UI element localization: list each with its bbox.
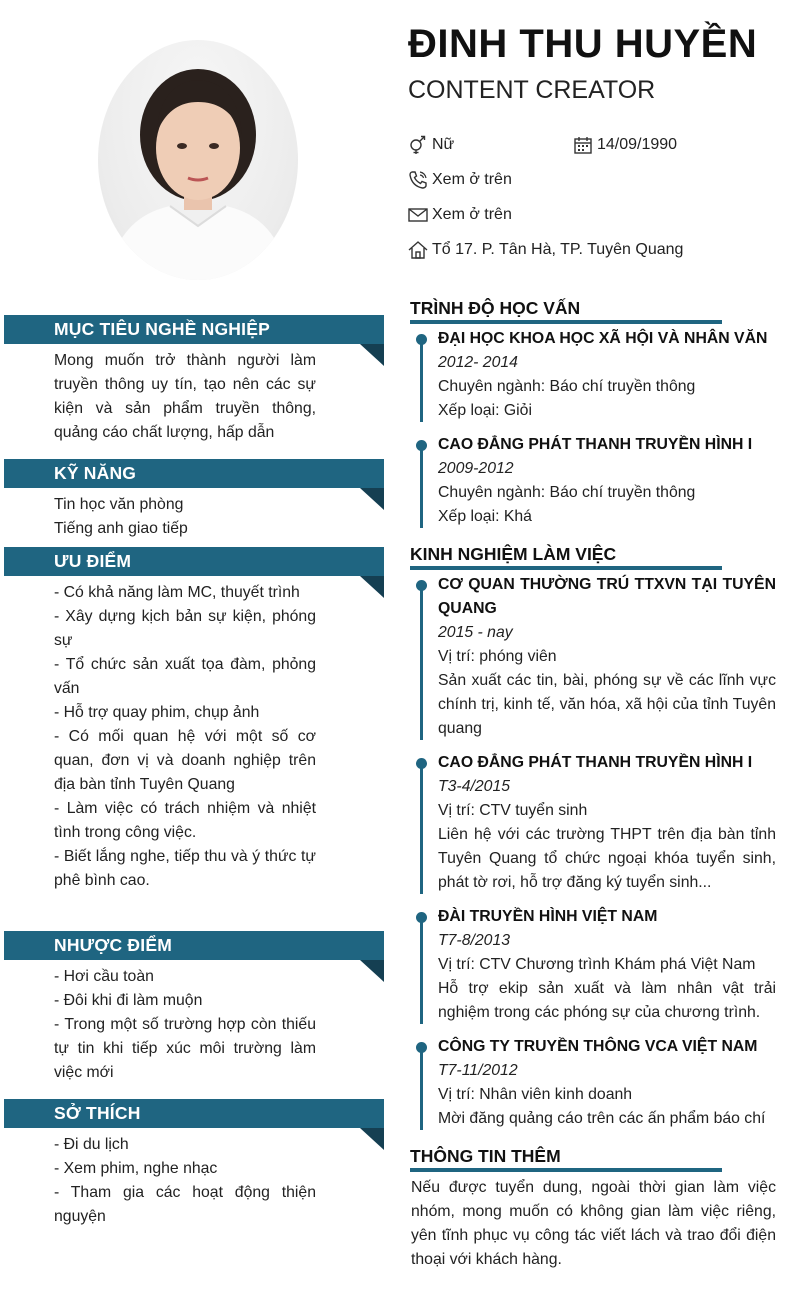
portrait-illustration xyxy=(98,40,298,280)
school-name: CAO ĐẲNG PHÁT THANH TRUYỀN HÌNH I xyxy=(438,436,753,453)
education-period: 2009-2012 xyxy=(438,460,514,477)
additional-underline xyxy=(410,1168,722,1172)
envelope-icon xyxy=(408,205,428,225)
experience-role: Vị trí: CTV tuyển sinh xyxy=(438,802,588,819)
experience-role: Vị trí: phóng viên xyxy=(438,648,557,665)
weaknesses-section xyxy=(54,965,316,1085)
weakness-item: - Trong một số trường hợp còn thiếu tự tin khi tiếp xúc môi trường làm việc mới xyxy=(54,1016,316,1081)
strengths-title: ƯU ĐIỂM xyxy=(54,551,132,571)
timeline-line xyxy=(420,1052,423,1130)
skills-section xyxy=(54,493,316,541)
gender-value: Nữ xyxy=(432,136,455,153)
timeline-line xyxy=(420,590,423,740)
education-header xyxy=(410,298,722,324)
education-entry xyxy=(438,433,776,529)
hobbies-header xyxy=(4,1099,384,1128)
hobby-item: - Tham gia các hoạt động thiện nguyện xyxy=(54,1184,316,1225)
strength-item: - Biết lắng nghe, tiếp thu và ý thức tự phê bình cao. xyxy=(54,848,316,889)
strength-item: - Tổ chức sản xuất tọa đàm, phỏng vấn xyxy=(54,656,316,697)
hobbies-section xyxy=(54,1133,316,1229)
email-info xyxy=(408,205,512,225)
phone-info xyxy=(408,170,512,190)
weakness-item: - Đôi khi đi làm muộn xyxy=(54,992,203,1009)
skill-item: Tin học văn phòng xyxy=(54,496,184,513)
additional-text: Nếu được tuyển dung, ngoài thời gian làm việc nhóm, mong muốn có không gian làm việc riêng, yên tĩnh phục vụ công tác viết lách và trao đổi điện thoại với khách hàng. xyxy=(411,1179,776,1268)
strengths-header xyxy=(4,547,384,576)
experience-description: Hỗ trợ ekip sản xuất và làm nhân vật trải nghiệm trong các phóng sự của chương trình. xyxy=(438,980,776,1021)
objective-title: MỤC TIÊU NGHỀ NGHIỆP xyxy=(54,319,270,339)
company-name: CÔNG TY TRUYỀN THÔNG VCA VIỆT NAM xyxy=(438,1038,758,1055)
weaknesses-header xyxy=(4,931,384,960)
experience-description: Mời đăng quảng cáo trên các ấn phẩm báo chí xyxy=(438,1110,766,1127)
skills-title: KỸ NĂNG xyxy=(54,463,137,483)
timeline-dot xyxy=(416,758,427,769)
experience-entry xyxy=(438,1035,776,1131)
ribbon-fold xyxy=(360,344,384,366)
education-title: TRÌNH ĐỘ HỌC VẤN xyxy=(410,298,581,318)
timeline-dot xyxy=(416,440,427,451)
experience-entry xyxy=(438,905,776,1025)
ribbon-fold xyxy=(360,1128,384,1150)
phone-icon xyxy=(408,170,428,190)
strength-item: - Có mối quan hệ với một số cơ quan, đơn vị và doanh nghiệp trên địa bàn tỉnh Tuyên Quang xyxy=(54,728,316,793)
hobbies-title: SỞ THÍCH xyxy=(54,1103,141,1123)
additional-title: THÔNG TIN THÊM xyxy=(410,1146,561,1166)
experience-header xyxy=(410,544,722,570)
skill-item: Tiếng anh giao tiếp xyxy=(54,520,188,537)
experience-title: KINH NGHIỆM LÀM VIỆC xyxy=(410,544,617,564)
education-underline xyxy=(410,320,722,324)
objective-text: Mong muốn trở thành người làm truyền thông uy tín, tạo nên các sự kiện và sản phẩm truyền thông, quảng cáo chất lượng, hấp dẫn xyxy=(54,352,316,441)
birthday-info xyxy=(573,135,677,155)
education-major: Chuyên ngành: Báo chí truyền thông xyxy=(438,378,696,395)
strength-item: - Có khả năng làm MC, thuyết trình xyxy=(54,584,300,601)
experience-period: T7-8/2013 xyxy=(438,932,511,949)
timeline-dot xyxy=(416,334,427,345)
calendar-icon xyxy=(573,135,593,155)
hobby-item: - Đi du lịch xyxy=(54,1136,129,1153)
strength-item: - Xây dựng kịch bản sự kiện, phóng sự xyxy=(54,608,316,649)
company-name: CAO ĐẲNG PHÁT THANH TRUYỀN HÌNH I xyxy=(438,754,753,771)
job-title: CONTENT CREATOR xyxy=(408,76,656,104)
timeline-line xyxy=(420,450,423,528)
experience-period: 2015 - nay xyxy=(438,624,513,641)
skills-header xyxy=(4,459,384,488)
weaknesses-title: NHƯỢC ĐIỂM xyxy=(54,935,172,955)
timeline-line xyxy=(420,768,423,894)
school-name: ĐẠI HỌC KHOA HỌC XÃ HỘI VÀ NHÂN VĂN xyxy=(438,330,768,347)
candidate-name: ĐINH THU HUYỀN xyxy=(408,22,758,66)
education-major: Chuyên ngành: Báo chí truyền thông xyxy=(438,484,696,501)
education-period: 2012- 2014 xyxy=(438,354,518,371)
hobby-item: - Xem phim, nghe nhạc xyxy=(54,1160,218,1177)
timeline-line xyxy=(420,922,423,1024)
education-grade: Xếp loại: Giỏi xyxy=(438,402,532,419)
timeline-dot xyxy=(416,912,427,923)
education-entry xyxy=(438,327,776,423)
company-name: CƠ QUAN THƯỜNG TRÚ TTXVN TẠI TUYÊN QUANG xyxy=(438,576,776,617)
email-value: Xem ở trên xyxy=(432,206,512,223)
objective-section xyxy=(54,349,316,445)
ribbon-fold xyxy=(360,576,384,598)
additional-header xyxy=(410,1146,722,1172)
profile-photo xyxy=(98,40,298,280)
timeline-line xyxy=(420,344,423,422)
strength-item: - Hỗ trợ quay phim, chụp ảnh xyxy=(54,704,260,721)
timeline-dot xyxy=(416,580,427,591)
gender-icon xyxy=(408,135,428,155)
experience-description: Liên hệ với các trường THPT trên địa bàn tỉnh Tuyên Quang tổ chức ngoại khóa tuyển sinh, phát tờ rơi, hỗ trợ đăng ký tuyển sinh... xyxy=(438,826,776,891)
experience-entry xyxy=(438,751,776,895)
ribbon-fold xyxy=(360,488,384,510)
ribbon-fold xyxy=(360,960,384,982)
timeline-dot xyxy=(416,1042,427,1053)
experience-role: Vị trí: CTV Chương trình Khám phá Việt Nam xyxy=(438,956,756,973)
strength-item: - Làm việc có trách nhiệm và nhiệt tình trong công việc. xyxy=(54,800,316,841)
experience-role: Vị trí: Nhân viên kinh doanh xyxy=(438,1086,633,1103)
weakness-item: - Hơi cầu toàn xyxy=(54,968,154,985)
address-value: Tổ 17. P. Tân Hà, TP. Tuyên Quang xyxy=(432,241,684,258)
experience-underline xyxy=(410,566,722,570)
gender-info xyxy=(408,135,454,155)
experience-description: Sản xuất các tin, bài, phóng sự về các lĩnh vực chính trị, kinh tế, văn hóa, xã hội của tỉnh Tuyên quang xyxy=(438,672,776,737)
strengths-section xyxy=(54,581,316,893)
address-info xyxy=(408,240,683,260)
experience-entry xyxy=(438,573,776,741)
education-grade: Xếp loại: Khá xyxy=(438,508,532,525)
house-icon xyxy=(408,240,428,260)
company-name: ĐÀI TRUYỀN HÌNH VIỆT NAM xyxy=(438,908,658,925)
experience-period: T3-4/2015 xyxy=(438,778,511,795)
birthday-value: 14/09/1990 xyxy=(597,136,678,153)
objective-header xyxy=(4,315,384,344)
phone-value: Xem ở trên xyxy=(432,171,512,188)
experience-period: T7-11/2012 xyxy=(438,1062,518,1079)
